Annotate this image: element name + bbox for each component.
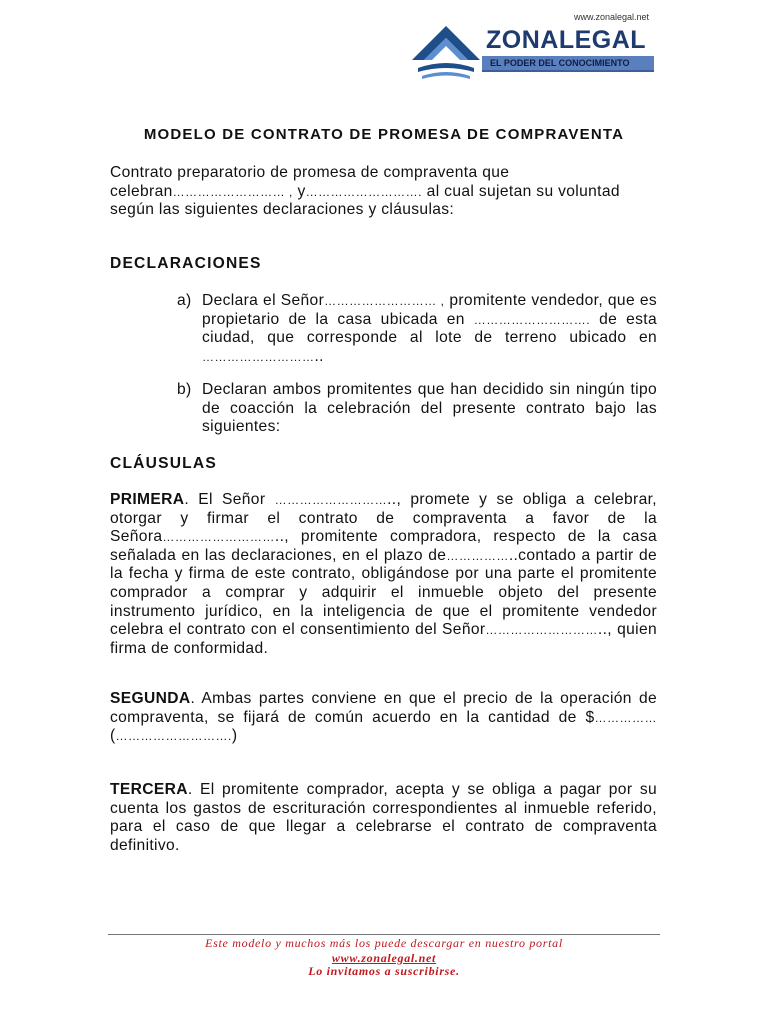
footer-line-1: Este modelo y muchos más los puede descargar en nuestro portal (205, 936, 563, 950)
intro-blank-2: ………………………. (305, 184, 422, 199)
item-a-blank-3: ……………………… (202, 349, 315, 364)
brand-name: ZONALEGAL (486, 26, 647, 54)
intro-blank-1: ……………………… , (172, 184, 293, 199)
declaration-item-b (177, 381, 657, 437)
item-b-text: Declaran ambos promitentes que han decidido sin ningún tipo de coacción la celebración del presente contrato bajo las siguientes: (202, 381, 657, 436)
item-a-text (177, 292, 657, 366)
primera-blank-3: …………… (446, 548, 509, 563)
item-b-marker: b) (177, 381, 192, 398)
document-title: MODELO DE CONTRATO DE PROMESA DE COMPRAVENTA (143, 126, 625, 143)
tercera-label: TERCERA (110, 781, 188, 798)
segunda-blank-2: ………………………. (115, 729, 232, 744)
item-a-blank-2: ………………………. (473, 312, 591, 327)
item-a-blank-1: ……………………… , (324, 294, 445, 308)
item-a-text-3: de esta ciudad, que corresponde al lote de terreno ubicado en (202, 310, 657, 347)
clause-tercera (110, 781, 657, 855)
footer-divider (108, 934, 660, 935)
footer-line-3: Lo invitamos a suscribirse. (308, 964, 460, 978)
segunda-blank-1: …………… (594, 710, 657, 725)
primera-blank-4: ……………………… (485, 623, 598, 638)
primera-blank-1: ……………………… (274, 493, 388, 507)
primera-label: PRIMERA (110, 491, 185, 508)
clausulas-heading: CLÁUSULAS (110, 455, 217, 472)
footer-link[interactable]: www.zonalegal.net (331, 951, 437, 965)
intro-text-1: Contrato preparatorio de promesa de compraventa que celebran (110, 164, 510, 200)
segunda-text-3: ) (231, 727, 238, 745)
primera-text-5: .., quien firma de conformidad. (110, 621, 657, 657)
item-a-text-1: Declara el Señor (202, 292, 325, 309)
declaration-item-a (177, 292, 657, 366)
primera-blank-2: ……………………… (162, 530, 275, 545)
intro-text-3: al cual sujetan su voluntad según las siguientes declaraciones y cláusulas: (110, 182, 620, 219)
primera-text-2: .., promete y se obliga a celebrar, otorgar y firmar el contrato de compraventa a favor de la Señora (110, 491, 657, 546)
item-a-text-2: promitente vendedor, que es propietario de la casa ubicada en (202, 292, 658, 328)
tercera-text: . El promitente comprador, acepta y se obliga a pagar por su cuenta los gastos de escrituración correspondientes al inmueble referido, para el caso de que llegar a celebrarse el contrato de compraventa definitivo. (110, 781, 657, 854)
brand-tagline: EL PODER DEL CONOCIMIENTO (490, 58, 630, 68)
segunda-text-1: . Ambas partes conviene en que el precio de la operación de compraventa, se fijará de común acuerdo en la cantidad de $ (110, 690, 657, 726)
segunda-label: SEGUNDA (110, 690, 191, 707)
clause-segunda (110, 690, 657, 746)
primera-text-3: .., promitente compradora, respecto de la casa señalada en las declaraciones, en el plazo de (110, 528, 657, 564)
primera-text-1: . El Señor (184, 491, 275, 508)
site-url: www.zonalegal.net (574, 12, 650, 22)
segunda-text-2: ( (110, 727, 116, 745)
primera-text-4: ..contado a partir de la fecha y firma de este contrato, obligándose por una parte el promitente comprador a comprar y adquirir el inmueble objeto del presente instrumento jurídico, en la inteligencia de que el promitente vendedor celebra el contrato con el consentimiento del Señor (110, 546, 657, 639)
item-a-marker: a) (177, 292, 192, 309)
house-roof-logo-icon (410, 24, 482, 82)
intro-text-2: y (292, 182, 306, 200)
declaraciones-heading: DECLARACIONES (110, 255, 262, 272)
clause-primera (110, 491, 657, 658)
item-a-text-4: .. (314, 347, 324, 365)
intro-paragraph (110, 164, 630, 220)
